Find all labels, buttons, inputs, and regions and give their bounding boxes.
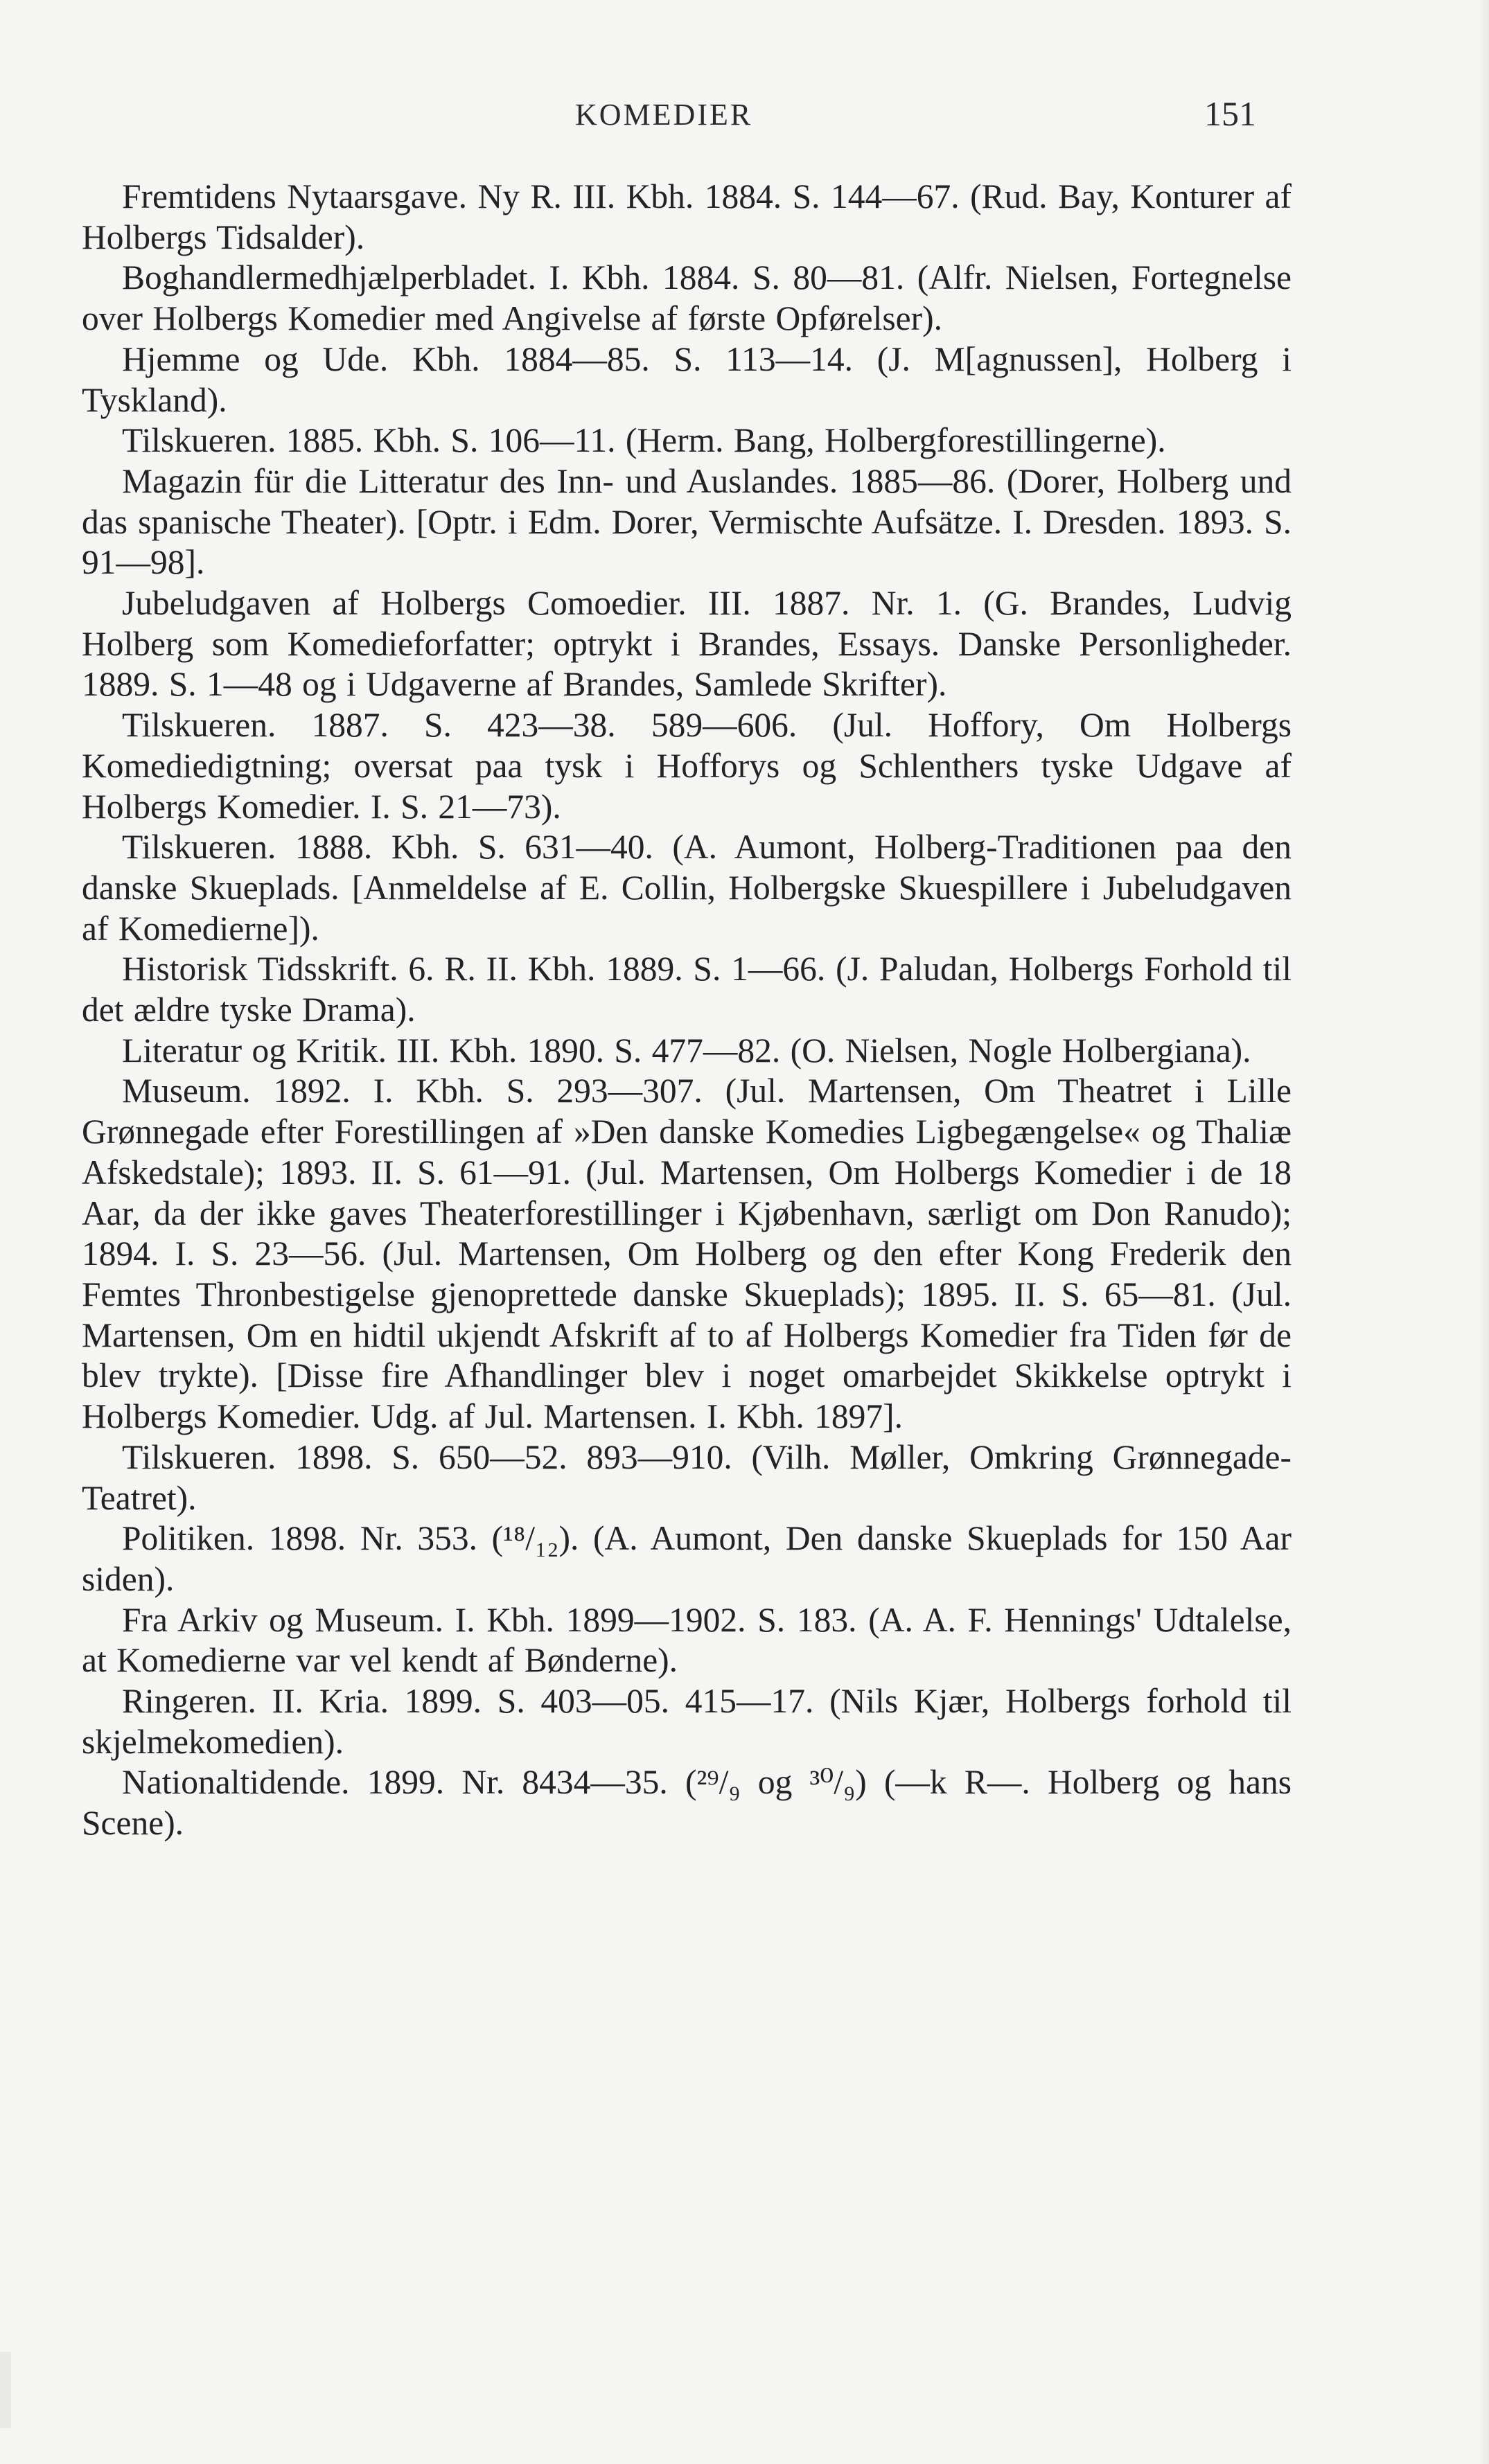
bibliography-list (82, 177, 1292, 1844)
bibliography-entry: Tilskueren. 1888. Kbh. S. 631—40. (A. Aumont, Holberg-Traditionen paa den danske Skueplads. [Anmeldelse af E. Collin, Holbergske Skuespillere i Jubeludgaven af Komedierne]). (82, 828, 1292, 948)
bibliography-entry: Politiken. 1898. Nr. 353. (¹⁸/₁₂). (A. Aumont, Den danske Skueplads for 150 Aar siden). (82, 1519, 1292, 1598)
bibliography-entry: Literatur og Kritik. III. Kbh. 1890. S. 477—82. (O. Nielsen, Nogle Holbergiana). (122, 1031, 1251, 1070)
bibliography-entry: Fremtidens Nytaarsgave. Ny R. III. Kbh. 1884. S. 144—67. (Rud. Bay, Konturer af Holbergs Tidsalder). (82, 177, 1292, 256)
bibliography-entry: Hjemme og Ude. Kbh. 1884—85. S. 113—14. (J. M[agnussen], Holberg i Tyskland). (82, 339, 1292, 419)
bibliography-entry: Ringeren. II. Kria. 1899. S. 403—05. 415—17. (Nils Kjær, Holbergs forhold til skjelmekomedien). (82, 1682, 1292, 1761)
bibliography-entry: Tilskueren. 1885. Kbh. S. 106—11. (Herm. Bang, Holbergforestillingerne). (122, 421, 1166, 460)
bibliography-entry: Boghandlermedhjælperbladet. I. Kbh. 1884. S. 80—81. (Alfr. Nielsen, Fortegnelse over Holbergs Komedier med Angivelse af første Opførelser). (82, 258, 1292, 338)
page-edge-shadow (1479, 0, 1489, 2464)
bibliography-entry: Museum. 1892. I. Kbh. S. 293—307. (Jul. Martensen, Om Theatret i Lille Grønnegade efter Forestillingen af »Den danske Komedies Ligbegængelse« og Thaliæ Afskedstale); 1893. II. S. 61—91. (Jul. Martensen, Om Holbergs Komedier i de 18 Aar, da der ikke gaves Theaterforestillinger i Kjøbenhavn, særligt om Don Ranudo); 1894. I. S. 23—56. (Jul. Martensen, Om Holberg og den efter Kong Frederik den Femtes Thronbestigelse gjenoprettede danske Skueplads); 1895. II. S. 65—81. (Jul. Martensen, Om en hidtil ukjendt Afskrift af to af Holbergs Komedier fra Tiden før de blev trykte). [Disse fire Afhandlinger blev i noget omarbejdet Skikkelse optrykt i Holbergs Komedier. Udg. af Jul. Martensen. I. Kbh. 1897]. (82, 1072, 1292, 1436)
bibliography-entry: Tilskueren. 1898. S. 650—52. 893—910. (Vilh. Møller, Omkring Grønnegade-Teatret). (82, 1437, 1292, 1517)
bibliography-entry: Jubeludgaven af Holbergs Comoedier. III. 1887. Nr. 1. (G. Brandes, Ludvig Holberg som Komedieforfatter; optrykt i Brandes, Essays. Danske Personligheder. 1889. S. 1—48 og i Udgaverne af Brandes, Samlede Skrifter). (82, 584, 1292, 704)
bibliography-entry: Tilskueren. 1887. S. 423—38. 589—606. (Jul. Hoffory, Om Holbergs Komediedigtning; oversat paa tysk i Hofforys og Schlenthers tyske Udgave af Holbergs Komedier. I. S. 21—73). (82, 706, 1292, 826)
bibliography-entry: Fra Arkiv og Museum. I. Kbh. 1899—1902. S. 183. (A. A. F. Hennings' Udtalelse, at Komedierne var vel kendt af Bønderne). (82, 1600, 1292, 1680)
bibliography-entry: Historisk Tidsskrift. 6. R. II. Kbh. 1889. S. 1—66. (J. Paludan, Holbergs Forhold til det ældre tyske Drama). (82, 950, 1292, 1029)
page-number: 151 (1204, 94, 1256, 133)
bibliography-entry: Nationaltidende. 1899. Nr. 8434—35. (²⁹/₉ og ³⁰/₉) (—k R—. Holberg og hans Scene). (82, 1763, 1292, 1843)
bibliography-entry: Magazin für die Litteratur des Inn- und Auslandes. 1885—86. (Dorer, Holberg und das spanische Theater). [Optr. i Edm. Dorer, Vermischte Aufsätze. I. Dresden. 1893. S. 91—98]. (82, 461, 1292, 582)
scan-edge-mark (0, 2352, 11, 2428)
running-head: KOMEDIER (575, 98, 753, 132)
